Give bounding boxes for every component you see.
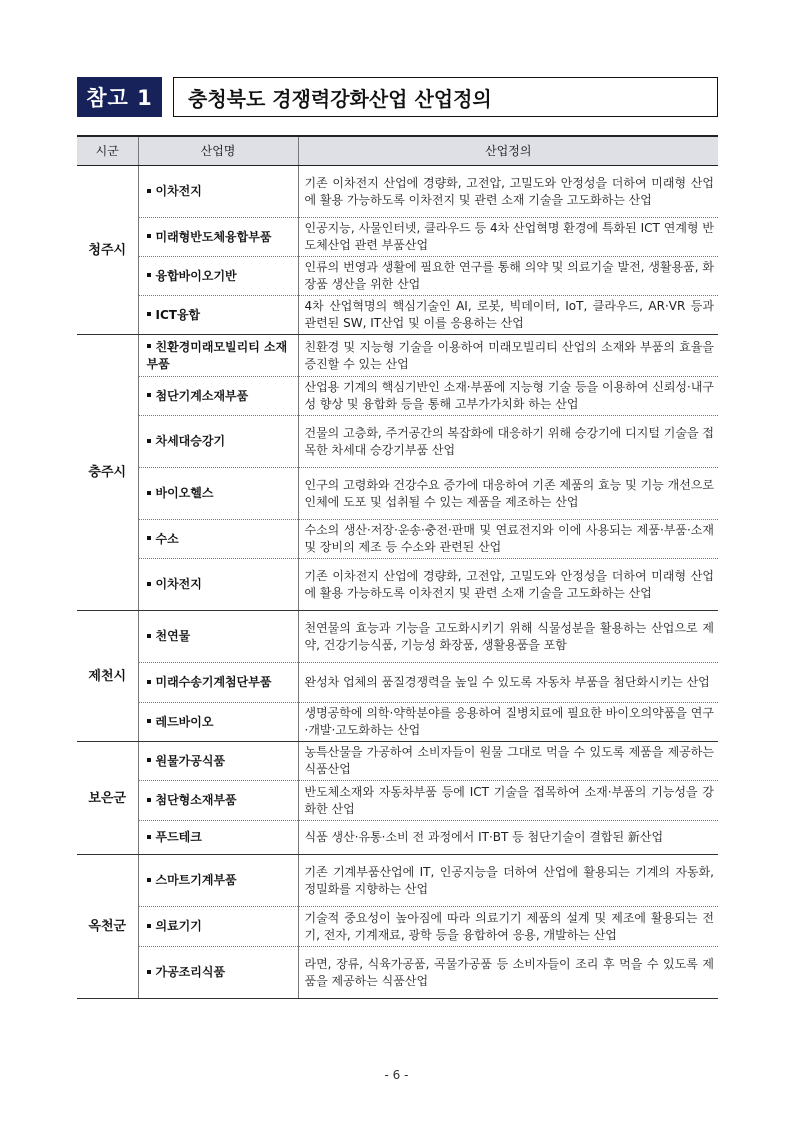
industry-definition-cell: 기존 이차전지 산업에 경량화, 고전압, 고밀도와 안정성을 더하여 미래형 산업에 활용 가능하도록 이차전지 및 관련 소재 기술을 고도화하는 산업 xyxy=(298,166,718,218)
industry-definition-cell: 기존 이차전지 산업에 경량화, 고전압, 고밀도와 안정성을 더하여 미래형 산업에 활용 가능하도록 이차전지 및 관련 소재 기술을 고도화하는 산업 xyxy=(298,559,718,611)
industry-name: 이차전지 xyxy=(155,577,202,591)
industry-name: 푸드테크 xyxy=(155,830,202,844)
square-bullet-icon xyxy=(147,491,151,495)
industry-name-cell xyxy=(138,663,298,703)
industry-name: 첨단기계소재부품 xyxy=(155,388,249,403)
industry-definition-table xyxy=(77,135,718,999)
square-bullet-icon xyxy=(147,924,151,928)
square-bullet-icon xyxy=(147,439,151,443)
industry-name-cell xyxy=(138,821,298,855)
table-row xyxy=(77,703,718,742)
industry-name: 천연물 xyxy=(155,629,191,643)
page-title: 충청북도 경쟁력강화산업 산업정의 xyxy=(173,77,718,117)
industry-name-cell xyxy=(138,296,298,335)
table-row xyxy=(77,611,718,663)
square-bullet-icon xyxy=(147,273,151,277)
industry-name: 미래형반도체융합부품 xyxy=(155,229,272,244)
industry-name: 원물가공식품 xyxy=(155,753,226,768)
industry-name-cell xyxy=(138,855,298,907)
industry-name-cell xyxy=(138,559,298,611)
industry-name-cell xyxy=(138,377,298,416)
table-row xyxy=(77,377,718,416)
industry-name-cell xyxy=(138,611,298,663)
industry-definition-cell: 친환경 및 지능형 기술을 이용하여 미래모빌리티 산업의 소재와 부품의 효율을 증진할 수 있는 산업 xyxy=(298,335,718,377)
industry-name-cell xyxy=(138,166,298,218)
industry-name: 미래수송기계첨단부품 xyxy=(155,675,272,689)
square-bullet-icon xyxy=(147,719,151,723)
table-row xyxy=(77,821,718,855)
industry-name-cell xyxy=(138,703,298,742)
table-row xyxy=(77,781,718,821)
industry-name-cell xyxy=(138,947,298,999)
page-header xyxy=(77,77,718,117)
table-row xyxy=(77,166,718,218)
industry-definition-cell: 완성차 업체의 품질경쟁력을 높일 수 있도록 자동차 부품을 첨단화시키는 산업 xyxy=(298,663,718,703)
industry-definition-cell: 기술적 중요성이 높아짐에 따라 의료기기 제품의 설계 및 제조에 활용되는 전기, 전자, 기계재료, 광학 등을 융합하여 응용, 개발하는 산업 xyxy=(298,907,718,947)
square-bullet-icon xyxy=(147,970,151,974)
industry-name-cell xyxy=(138,416,298,468)
industry-name: 융합바이오기반 xyxy=(155,268,237,283)
industry-name: 이차전지 xyxy=(155,184,202,198)
table-row xyxy=(77,416,718,468)
industry-definition-cell: 라면, 장류, 식육가공품, 곡물가공품 등 소비자들이 조리 후 먹을 수 있도록 제품을 제공하는 식품산업 xyxy=(298,947,718,999)
industry-name: 의료기기 xyxy=(155,919,202,933)
square-bullet-icon xyxy=(147,582,151,586)
table-row xyxy=(77,468,718,520)
industry-definition-cell: 식품 생산·유통·소비 전 과정에서 IT·BT 등 첨단기술이 결합된 新산업 xyxy=(298,821,718,855)
column-header-industry: 산업명 xyxy=(138,136,298,166)
industry-definition-cell: 인구의 고령화와 건강수요 증가에 대응하여 기존 제품의 효능 및 기능 개선으로 인체에 도포 및 섭취될 수 있는 제품을 제조하는 산업 xyxy=(298,468,718,520)
industry-name-cell xyxy=(138,218,298,257)
square-bullet-icon xyxy=(147,312,151,316)
reference-badge: 참고 1 xyxy=(77,77,162,117)
industry-definition-cell: 인공지능, 사물인터넷, 클라우드 등 4차 산업혁명 환경에 특화된 ICT 연계형 반도체산업 관련 부품산업 xyxy=(298,218,718,257)
table-row xyxy=(77,855,718,907)
industry-name: ICT융합 xyxy=(155,307,201,322)
table-row xyxy=(77,947,718,999)
square-bullet-icon xyxy=(147,798,151,802)
industry-name: 바이오헬스 xyxy=(155,486,214,500)
industry-definition-cell: 수소의 생산·저장·운송·충전·판매 및 연료전지와 이에 사용되는 제품·부품·소재 및 장비의 제조 등 수소와 관련된 산업 xyxy=(298,520,718,559)
square-bullet-icon xyxy=(147,680,151,684)
page-number: - 6 - xyxy=(384,1068,409,1082)
table-row xyxy=(77,257,718,296)
industry-definition-cell: 건물의 고층화, 주거공간의 복잡화에 대응하기 위해 승강기에 디지털 기술을 접목한 차세대 승강기부품 산업 xyxy=(298,416,718,468)
table-row xyxy=(77,559,718,611)
industry-name: 수소 xyxy=(155,531,179,546)
industry-name-cell xyxy=(138,907,298,947)
city-cell: 제천시 xyxy=(77,611,138,742)
square-bullet-icon xyxy=(147,634,151,638)
industry-definition-cell: 인류의 번영과 생활에 필요한 연구를 통해 의약 및 의료기술 발전, 생활용품, 화장품 생산을 위한 산업 xyxy=(298,257,718,296)
industry-definition-cell: 산업용 기계의 핵심기반인 소재·부품에 지능형 기술 등을 이용하여 신뢰성·내구성 향상 및 융합화 등을 통해 고부가가치화 하는 산업 xyxy=(298,377,718,416)
square-bullet-icon xyxy=(147,878,151,882)
industry-name-cell xyxy=(138,257,298,296)
industry-name-cell xyxy=(138,335,298,377)
industry-name: 스마트기계부품 xyxy=(155,873,237,887)
table-row xyxy=(77,520,718,559)
industry-name-cell xyxy=(138,468,298,520)
industry-name: 친환경미래모빌리티 소재부품 xyxy=(146,339,288,371)
square-bullet-icon xyxy=(147,344,151,348)
table-row xyxy=(77,335,718,377)
industry-name-cell xyxy=(138,520,298,559)
table-row xyxy=(77,907,718,947)
square-bullet-icon xyxy=(147,835,151,839)
column-header-city: 시군 xyxy=(77,136,138,166)
industry-name: 첨단형소재부품 xyxy=(155,793,237,807)
industry-name-cell xyxy=(138,781,298,821)
city-cell: 청주시 xyxy=(77,166,138,335)
city-cell: 옥천군 xyxy=(77,855,138,999)
table-row xyxy=(77,663,718,703)
table-row xyxy=(77,742,718,781)
square-bullet-icon xyxy=(147,234,151,238)
city-cell: 보은군 xyxy=(77,742,138,855)
industry-definition-cell: 4차 산업혁명의 핵심기술인 AI, 로봇, 빅데이터, IoT, 클라우드, AR·VR 등과 관련된 SW, IT산업 및 이를 응용하는 산업 xyxy=(298,296,718,335)
city-cell: 충주시 xyxy=(77,335,138,611)
table-row xyxy=(77,218,718,257)
industry-definition-cell: 생명공학에 의학·약학분야를 응용하여 질병치료에 필요한 바이오의약품을 연구·개발·고도화하는 산업 xyxy=(298,703,718,742)
industry-name: 차세대승강기 xyxy=(155,434,226,448)
industry-definition-cell: 반도체소재와 자동차부품 등에 ICT 기술을 접목하여 소재·부품의 기능성을 강화한 산업 xyxy=(298,781,718,821)
industry-definition-cell: 천연물의 효능과 기능을 고도화시키기 위해 식물성분을 활용하는 산업으로 제약, 건강기능식품, 기능성 화장품, 생활용품을 포함 xyxy=(298,611,718,663)
industry-name: 가공조리식품 xyxy=(155,965,226,979)
square-bullet-icon xyxy=(147,536,151,540)
industry-name: 레드바이오 xyxy=(155,714,214,729)
industry-name-cell xyxy=(138,742,298,781)
table-row xyxy=(77,296,718,335)
square-bullet-icon xyxy=(147,189,151,193)
industry-definition-cell: 농특산물을 가공하여 소비자들이 원물 그대로 먹을 수 있도록 제품을 제공하는 식품산업 xyxy=(298,742,718,781)
square-bullet-icon xyxy=(147,393,151,397)
square-bullet-icon xyxy=(147,758,151,762)
industry-definition-cell: 기존 기계부품산업에 IT, 인공지능을 더하여 산업에 활용되는 기계의 자동화, 정밀화를 지향하는 산업 xyxy=(298,855,718,907)
table-header-row xyxy=(77,136,718,166)
column-header-definition: 산업정의 xyxy=(298,136,718,166)
